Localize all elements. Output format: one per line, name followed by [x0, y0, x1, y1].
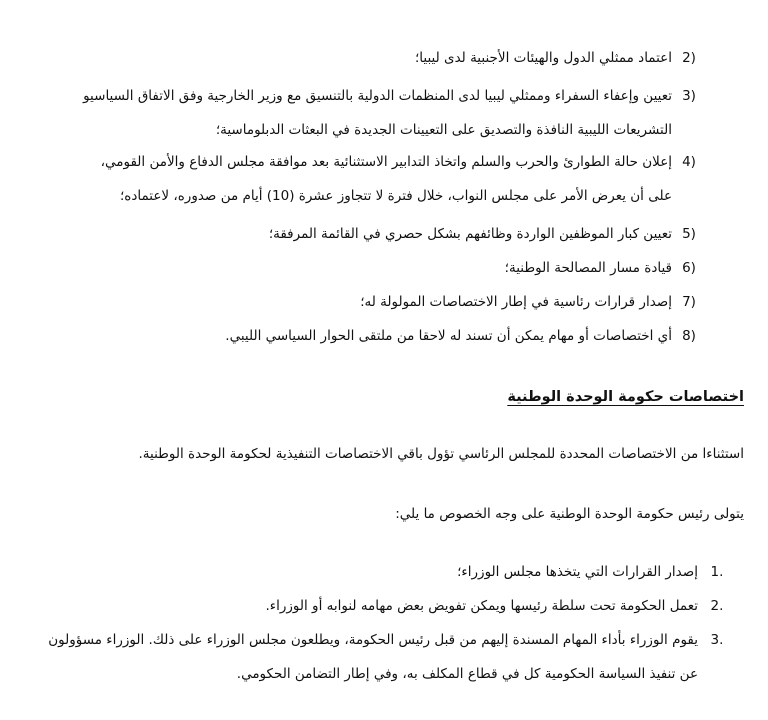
- paragraph: يتولى رئيس حكومة الوحدة الوطنية على وجه الخصوص ما يلي:: [395, 506, 744, 522]
- item-text: تعمل الحكومة تحت سلطة رئيسها ويمكن تفويض بعض مهامه لنوابه أو الوزراء.: [265, 598, 698, 614]
- item-text: تعيين كبار الموظفين الواردة وظائفهم بشكل حصري في القائمة المرفقة؛: [268, 226, 672, 242]
- section-heading: اختصاصات حكومة الوحدة الوطنية: [507, 389, 744, 405]
- item-text: عن تنفيذ السياسة الحكومية كل في قطاع المكلف به، وفي إطار التضامن الحكومي.: [236, 666, 698, 682]
- item-text: يقوم الوزراء بأداء المهام المسندة إليهم من قبل رئيس الحكومة، ويطلعون مجلس الوزراء على ذلك. الوزراء مسؤولون: [48, 632, 698, 648]
- item-text: قيادة مسار المصالحة الوطنية؛: [504, 260, 672, 276]
- item-text: إصدار قرارات رئاسية في إطار الاختصاصات المولولة له؛: [360, 294, 672, 310]
- item-text: أي اختصاصات أو مهام يمكن أن تسند له لاحقا من ملتقى الحوار السياسي الليبي.: [225, 328, 672, 344]
- item-text: إعلان حالة الطوارئ والحرب والسلم واتخاذ التدابير الاستثنائية بعد موافقة مجلس الدفاع والأمن القومي،: [100, 154, 672, 170]
- item-number: 4): [682, 154, 696, 170]
- item-number: 5): [682, 226, 696, 242]
- item-text: إصدار القرارات التي يتخذها مجلس الوزراء؛: [457, 564, 698, 580]
- item-number: 7): [682, 294, 696, 310]
- item-text: اعتماد ممثلي الدول والهيئات الأجنبية لدى ليبيا؛: [414, 50, 672, 66]
- item-text: على أن يعرض الأمر على مجلس النواب، خلال فترة لا تتجاوز عشرة (10) أيام من صدوره، لاعتماده؛: [119, 188, 672, 204]
- item-number: 1.: [710, 564, 724, 580]
- item-text: التشريعات الليبية النافذة والتصديق على التعيينات الجديدة في البعثات الدبلوماسية؛: [215, 122, 672, 138]
- item-number: 8): [682, 328, 696, 344]
- item-text: تعيين وإعفاء السفراء وممثلي ليبيا لدى المنظمات الدولية بالتنسيق مع وزير الخارجية وفق الاتفاق السياسيو: [83, 88, 672, 104]
- item-number: 2.: [710, 598, 724, 614]
- item-number: 3.: [710, 632, 724, 648]
- paragraph: استثناءا من الاختصاصات المحددة للمجلس الرئاسي تؤول باقي الاختصاصات التنفيذية لحكومة الوحدة الوطنية.: [138, 446, 744, 462]
- item-number: 3): [682, 88, 696, 104]
- item-number: 2): [682, 50, 696, 66]
- item-number: 6): [682, 260, 696, 276]
